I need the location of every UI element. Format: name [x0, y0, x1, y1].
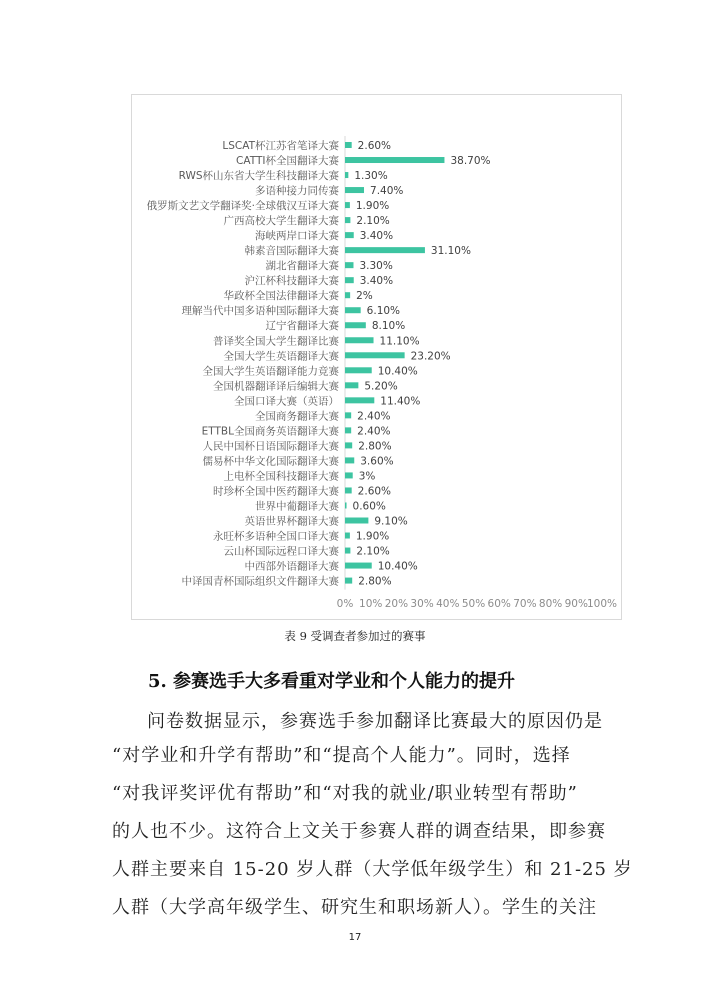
x-tick-label: 80%	[538, 598, 563, 610]
x-tick-label: 20%	[384, 598, 409, 610]
bar	[345, 367, 372, 373]
data-label: 10.40%	[377, 365, 418, 378]
bar	[345, 502, 347, 508]
data-label: 11.40%	[380, 395, 421, 408]
category-label: RWS杯山东省大学生科技翻译大赛	[178, 170, 339, 183]
category-label: 全国大学生英语翻译能力竞赛	[202, 365, 339, 378]
data-label: 2.60%	[357, 485, 392, 498]
data-label: 3.60%	[360, 455, 394, 468]
x-tick-label: 50%	[461, 598, 486, 610]
x-tick-label: 100%	[586, 598, 618, 610]
data-label: 2.80%	[358, 440, 392, 453]
category-label: 世界中葡翻译大赛	[255, 500, 339, 513]
category-label: 韩素音国际翻译大赛	[244, 245, 339, 258]
x-tick-label: 30%	[410, 598, 434, 610]
category-label: 永旺杯多语种全国口译大赛	[213, 530, 339, 543]
bar	[345, 157, 444, 163]
data-label: 5.20%	[364, 380, 398, 393]
bar	[345, 397, 374, 403]
data-label: 9.10%	[374, 515, 408, 528]
category-label: 湖北省翻译大赛	[265, 260, 339, 273]
bar	[345, 578, 352, 584]
bar	[345, 217, 350, 223]
data-label: 2.40%	[357, 410, 391, 423]
data-label: 23.20%	[410, 350, 451, 363]
category-label: 华政杯全国法律翻译大赛	[223, 290, 339, 303]
page-number: 17	[348, 932, 362, 943]
data-label: 3.30%	[359, 260, 393, 273]
bar	[345, 232, 354, 238]
bar	[345, 427, 351, 433]
data-label: 31.10%	[430, 245, 471, 258]
bar	[345, 533, 350, 539]
category-label: 云山杯国际远程口译大赛	[223, 545, 339, 558]
bar	[345, 247, 425, 253]
bar	[345, 277, 354, 283]
bar	[345, 142, 352, 148]
data-label: 3%	[358, 470, 376, 483]
data-label: 8.10%	[371, 320, 406, 333]
bar	[345, 172, 348, 178]
category-label: 多语种接力同传赛	[255, 185, 339, 198]
paragraph-line: 人群主要来自 15-20 岁人群（大学低年级学生）和 21-25 岁	[112, 859, 633, 880]
data-label: 2.10%	[356, 545, 390, 558]
data-label: 1.90%	[355, 530, 390, 543]
category-label: 全国机器翻译译后编辑大赛	[213, 380, 339, 393]
bar	[345, 457, 354, 463]
data-label: 11.10%	[379, 335, 420, 348]
bar	[345, 548, 350, 554]
category-label: 时珍杯全国中医药翻译大赛	[213, 485, 339, 498]
bar	[345, 187, 364, 193]
bar	[345, 382, 358, 388]
data-label: 10.40%	[377, 560, 418, 573]
paragraph-line: “对我评奖评优有帮助”和“对我的就业/职业转型有帮助”	[112, 783, 578, 804]
data-label: 2.60%	[357, 140, 392, 152]
bar	[345, 337, 374, 343]
table-caption: 表 9 受调查者参加过的赛事	[284, 629, 426, 643]
data-label: 3.40%	[359, 275, 394, 288]
paragraph-line: 的人也不少。这符合上文关于参赛人群的调查结果，即参赛	[112, 821, 606, 842]
category-label: 全国商务翻译大赛	[255, 410, 339, 423]
paragraph-line: 人群（大学高年级学生、研究生和职场新人）。学生的关注	[112, 897, 597, 918]
x-tick-label: 70%	[513, 598, 537, 610]
competition-bar-chart	[131, 94, 622, 620]
category-label: 中西部外语翻译大赛	[244, 560, 339, 573]
bar	[345, 487, 352, 493]
category-label: 英语世界杯翻译大赛	[244, 515, 339, 528]
x-tick-label: 90%	[564, 598, 588, 610]
data-label: 1.30%	[354, 170, 388, 183]
section-heading: 5. 参赛选手大多看重对学业和个人能力的提升	[148, 671, 516, 692]
data-label: 6.10%	[366, 305, 401, 318]
data-label: 2.40%	[357, 425, 391, 438]
data-label: 2%	[356, 290, 373, 303]
bar	[345, 472, 353, 478]
bar	[345, 442, 352, 448]
category-label: 理解当代中国多语种国际翻译大赛	[181, 305, 339, 318]
category-label: 儒易杯中华文化国际翻译大赛	[202, 455, 339, 468]
category-label: 普译奖全国大学生翻译比赛	[213, 335, 339, 348]
data-label: 3.40%	[359, 230, 394, 243]
paragraph-line: “对学业和升学有帮助”和“提高个人能力”。同时，选择	[112, 745, 571, 766]
category-label: 全国口译大赛（英语）	[234, 395, 339, 408]
x-tick-label: 10%	[359, 598, 383, 610]
category-label: 人民中国杯日语国际翻译大赛	[202, 440, 339, 453]
bar	[345, 412, 351, 418]
data-label: 0.60%	[352, 500, 386, 513]
category-label: 全国大学生英语翻译大赛	[223, 350, 339, 363]
category-label: 海峡两岸口译大赛	[255, 230, 339, 243]
category-label: CATTI杯全国翻译大赛	[236, 155, 339, 168]
x-tick-label: 60%	[487, 598, 511, 610]
data-label: 2.10%	[356, 215, 390, 228]
data-label: 7.40%	[370, 185, 404, 198]
data-label: 38.70%	[450, 155, 491, 168]
paragraph-line: 问卷数据显示，参赛选手参加翻译比赛最大的原因仍是	[147, 711, 603, 732]
category-label: 俄罗斯文艺文学翻译奖·全球俄汉互译大赛	[146, 200, 339, 213]
bar	[345, 322, 366, 328]
category-label: 广西高校大学生翻译大赛	[223, 215, 339, 228]
category-label: 辽宁省翻译大赛	[265, 320, 339, 333]
x-tick-label: 0%	[336, 598, 354, 610]
bar	[345, 307, 361, 313]
category-label: 中译国青杯国际组织文件翻译大赛	[181, 575, 339, 588]
bar	[345, 518, 368, 524]
category-label: 沪江杯科技翻译大赛	[244, 275, 339, 288]
bar	[345, 563, 372, 569]
bar	[345, 292, 350, 298]
bar	[345, 262, 353, 268]
bar	[345, 352, 405, 358]
data-label: 2.80%	[358, 575, 392, 588]
category-label: 上电杯全国科技翻译大赛	[223, 470, 339, 483]
x-tick-label: 40%	[436, 598, 460, 610]
category-label: LSCAT杯江苏省笔译大赛	[222, 140, 339, 152]
data-label: 1.90%	[355, 200, 390, 213]
category-label: ETTBL全国商务英语翻译大赛	[201, 425, 339, 438]
bar	[345, 202, 350, 208]
